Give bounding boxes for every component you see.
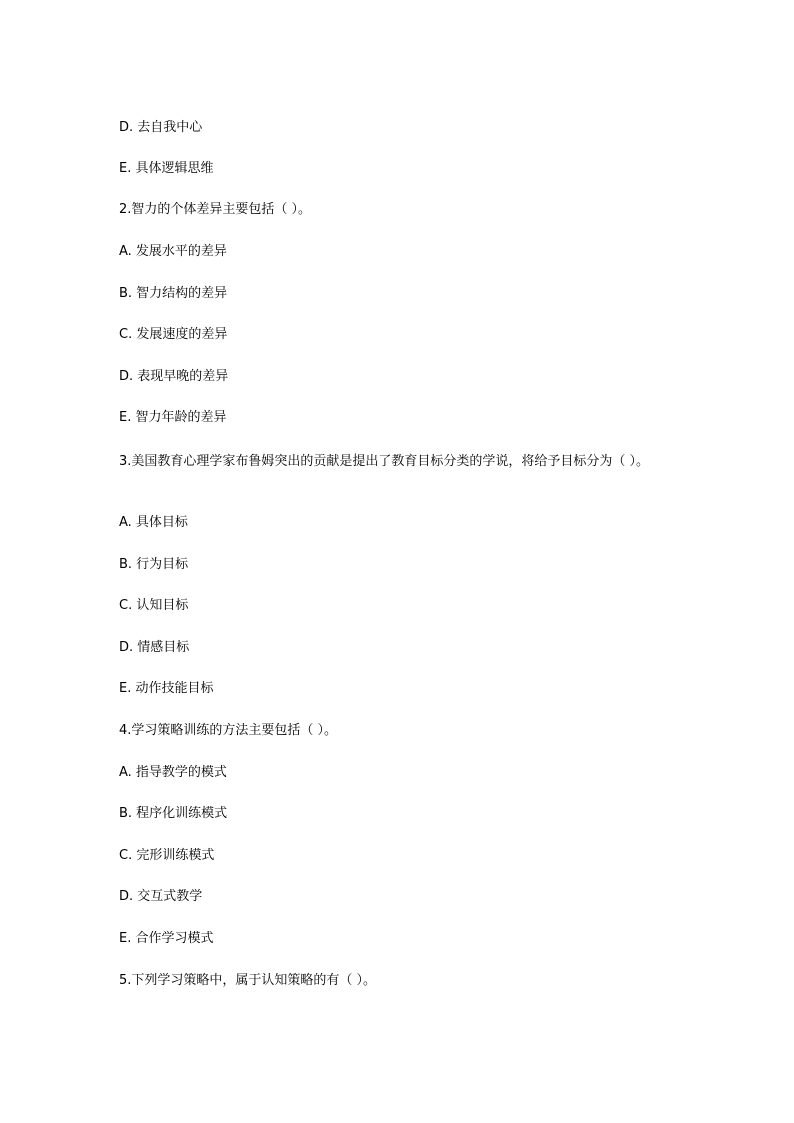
question-stem: 3.美国教育心理学家布鲁姆突出的贡献是提出了教育目标分类的学说，将给予目标分为（ ）。 xyxy=(119,454,650,469)
option-line: C. 完形训练模式 xyxy=(119,848,215,863)
option-line: E. 合作学习模式 xyxy=(119,931,214,946)
option-line: D. 交互式教学 xyxy=(119,889,203,904)
question-stem: 4.学习策略训练的方法主要包括（ ）。 xyxy=(119,723,338,738)
option-line: B. 行为目标 xyxy=(119,557,189,572)
option-line: E. 智力年龄的差异 xyxy=(119,410,227,425)
option-line: A. 指导教学的模式 xyxy=(119,765,227,780)
option-line: E. 动作技能目标 xyxy=(119,681,214,696)
option-line: D. 情感目标 xyxy=(119,640,190,655)
option-line: A. 发展水平的差异 xyxy=(119,244,227,259)
option-line: E. 具体逻辑思维 xyxy=(119,161,214,176)
question-stem: 2.智力的个体差异主要包括（ ）。 xyxy=(119,202,312,217)
question-stem: 5.下列学习策略中，属于认知策略的有（ ）。 xyxy=(119,973,377,988)
option-line: C. 认知目标 xyxy=(119,598,189,613)
option-line: D. 表现早晚的差异 xyxy=(119,369,229,384)
option-line: A. 具体目标 xyxy=(119,515,188,530)
option-line: C. 发展速度的差异 xyxy=(119,327,228,342)
option-line: B. 智力结构的差异 xyxy=(119,286,228,301)
option-line: B. 程序化训练模式 xyxy=(119,806,228,821)
option-line: D. 去自我中心 xyxy=(119,120,203,135)
